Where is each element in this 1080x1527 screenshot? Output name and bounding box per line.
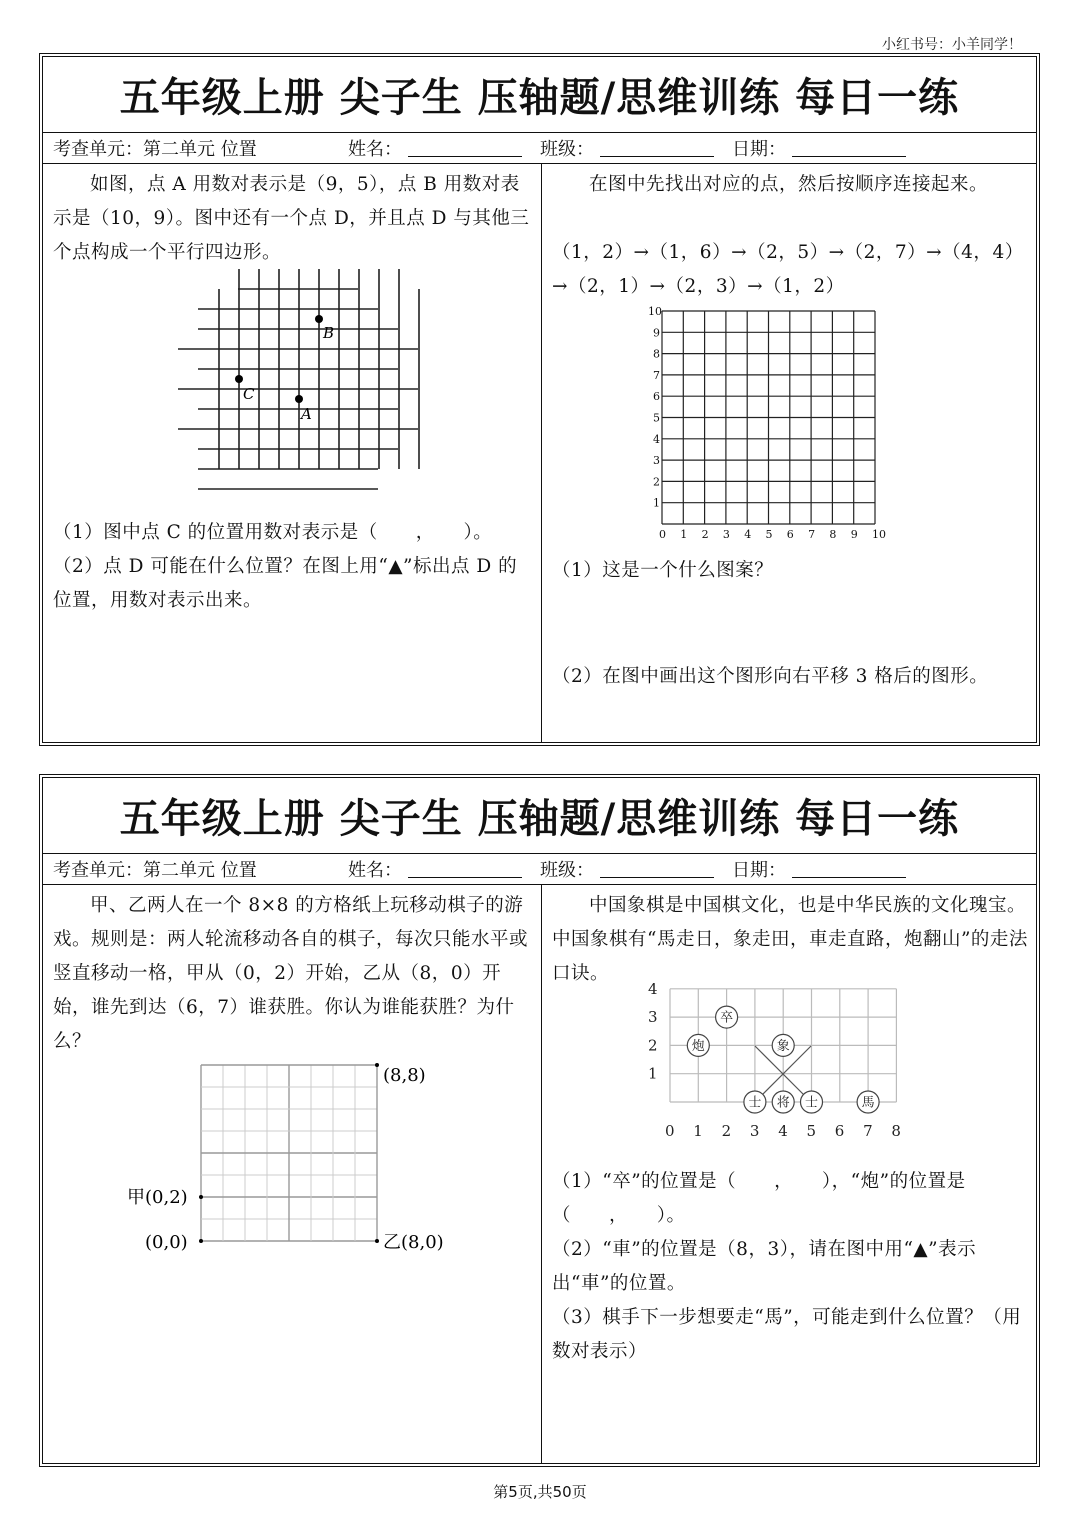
watermark: 小红书号：小羊同学！ xyxy=(882,37,1022,53)
corner-dot-top xyxy=(375,1063,379,1067)
y-tick: 4 xyxy=(653,432,660,446)
x-tick: 3 xyxy=(749,1122,760,1140)
name-blank[interactable] xyxy=(408,861,522,878)
piece-label-zu: 卒 xyxy=(720,1010,734,1026)
problem-1 xyxy=(43,164,542,742)
problem-2-q2: （2）在图中画出这个图形向右平移 3 格后的图形。 xyxy=(552,666,989,687)
unit-label: 考查单元：第二单元 位置 xyxy=(53,139,257,160)
y-tick: 6 xyxy=(653,390,660,404)
x-tick: 7 xyxy=(808,528,816,541)
x-tick: 10 xyxy=(872,528,886,541)
problem-1-intro: 如图，点 A 用数对表示是（9，5），点 B 用数对表示是（10，9）。图中还有一个点 D，并且点 D 与其他三个点构成一个平行四边形。 xyxy=(53,174,530,263)
y-tick: 4 xyxy=(648,979,658,998)
problem-2-path: （1，2）→（1，6）→（2，5）→（2，7）→（4，4）→（2，1）→（2，3）→（1，2） xyxy=(552,242,1024,297)
problem-3 xyxy=(43,885,542,1463)
name-blank[interactable] xyxy=(408,140,522,157)
x-tick: 4 xyxy=(778,1122,788,1140)
point-c xyxy=(235,375,243,383)
y-tick: 5 xyxy=(653,411,660,425)
y-tick: 8 xyxy=(653,347,660,361)
problem-1-q2: （2）点 D 可能在什么位置？在图上用“▲”标出点 D 的位置，用数对表示出来。 xyxy=(53,556,518,611)
problem-2-q1: （1）这是一个什么图案？ xyxy=(552,560,774,581)
problem-4-q1: （1）“卒”的位置是（ ， ），“炮”的位置是（ ， ）。 xyxy=(552,1171,966,1226)
start-dot-yi xyxy=(375,1239,379,1243)
y-tick: 7 xyxy=(653,368,660,382)
x-tick: 2 xyxy=(701,528,709,541)
piece-label-xiang: 象 xyxy=(776,1038,790,1054)
problem-2 xyxy=(542,164,1036,742)
info-row xyxy=(43,854,1036,885)
problem-4 xyxy=(542,885,1036,1463)
x-tick: 5 xyxy=(806,1122,817,1140)
sheet-title: 五年级上册 尖子生 压轴题/思维训练 每日一练 xyxy=(43,778,1036,854)
x-tick: 7 xyxy=(863,1122,873,1140)
piece-label-jiang: 将 xyxy=(776,1095,790,1111)
info-row xyxy=(43,133,1036,164)
y-tick: 1 xyxy=(653,496,660,510)
problem-4-q2: （2）“車”的位置是（8，3），请在图中用“▲”表示出“車”的位置。 xyxy=(552,1239,977,1294)
y-tick: 9 xyxy=(653,326,660,340)
date-label: 日期： xyxy=(732,860,786,881)
problem-4-q3: （3）棋手下一步想要走“馬”，可能走到什么位置？（用数对表示） xyxy=(552,1307,1022,1362)
problem-4-intro: 中国象棋是中国棋文化，也是中华民族的文化瑰宝。中国象棋有“馬走日，象走田，車走直路，炮翻山”的走法口诀。 xyxy=(552,895,1028,984)
worksheet-2 xyxy=(39,774,1040,1467)
label-c: C xyxy=(243,385,255,403)
x-tick: 6 xyxy=(834,1122,845,1140)
x-tick: 8 xyxy=(891,1122,901,1140)
date-blank[interactable] xyxy=(792,140,906,157)
point-b xyxy=(315,315,323,323)
piece-label-ma: 馬 xyxy=(861,1095,875,1111)
x-tick: 5 xyxy=(765,528,773,541)
worksheet-1 xyxy=(39,53,1040,746)
label-origin: (0,0) xyxy=(145,1232,188,1253)
label-yi: 乙(8,0) xyxy=(383,1232,444,1253)
origin-dot xyxy=(199,1239,203,1243)
x-tick: 9 xyxy=(850,528,858,541)
piece-label-shi1: 士 xyxy=(748,1095,762,1111)
class-blank[interactable] xyxy=(600,861,714,878)
x-tick: 1 xyxy=(680,528,688,541)
x-tick: 0 xyxy=(659,528,666,541)
unit-label: 考查单元：第二单元 位置 xyxy=(53,860,257,881)
y-tick: 3 xyxy=(653,454,660,468)
label-a: A xyxy=(301,405,312,423)
y-tick: 3 xyxy=(648,1008,658,1027)
class-label: 班级： xyxy=(540,860,594,881)
x-tick: 4 xyxy=(744,528,752,541)
problem-1-grid xyxy=(178,284,418,494)
name-label: 姓名： xyxy=(348,860,402,881)
x-tick: 0 xyxy=(665,1122,675,1140)
problem-1-q1: （1）图中点 C 的位置用数对表示是（ ， ）。 xyxy=(53,522,493,543)
date-blank[interactable] xyxy=(792,861,906,878)
point-a xyxy=(295,395,303,403)
label-b: B xyxy=(323,324,335,342)
problem-2-grid xyxy=(650,304,900,544)
x-tick: 3 xyxy=(722,528,730,541)
sheet-title: 五年级上册 尖子生 压轴题/思维训练 每日一练 xyxy=(43,57,1036,133)
y-tick: 1 xyxy=(648,1064,658,1083)
label-8-8: (8,8) xyxy=(383,1065,426,1086)
chess-board xyxy=(648,979,908,1159)
problem-3-intro: 甲、乙两人在一个 8×8 的方格纸上玩移动棋子的游戏。规则是：两人轮流移动各自的棋子，每次只能水平或竖直移动一格，甲从（0，2）开始，乙从（8，0）开始，谁先到达（6，7）谁获胜。你认为谁能获胜？为什么？ xyxy=(53,895,529,1052)
x-tick: 1 xyxy=(693,1122,703,1140)
class-blank[interactable] xyxy=(600,140,714,157)
piece-label-pao: 炮 xyxy=(691,1038,705,1054)
problem-2-intro: 在图中先找出对应的点，然后按顺序连接起来。 xyxy=(589,174,989,195)
start-dot-jia xyxy=(199,1195,203,1199)
page-number: 第5页,共50页 xyxy=(493,1483,587,1501)
x-tick: 6 xyxy=(786,528,794,541)
x-tick: 2 xyxy=(721,1122,732,1140)
x-tick: 8 xyxy=(829,528,837,541)
y-tick: 2 xyxy=(653,475,660,489)
problem-3-grid xyxy=(113,1055,513,1265)
date-label: 日期： xyxy=(732,139,786,160)
label-jia: 甲(0,2) xyxy=(127,1187,188,1208)
y-tick: 2 xyxy=(648,1036,658,1055)
name-label: 姓名： xyxy=(348,139,402,160)
y-tick: 10 xyxy=(648,305,662,318)
class-label: 班级： xyxy=(540,139,594,160)
piece-label-shi2: 士 xyxy=(805,1095,819,1111)
